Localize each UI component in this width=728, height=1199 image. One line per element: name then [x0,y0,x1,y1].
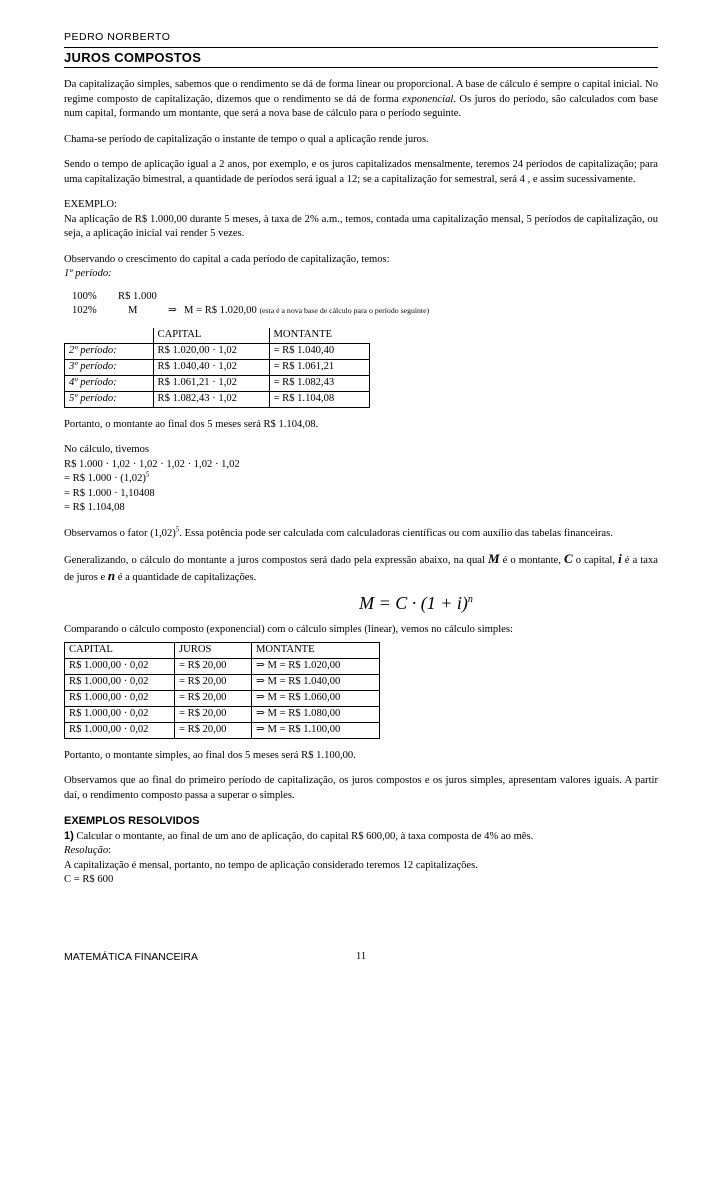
generalization-paragraph [64,552,658,585]
capital-cell: R$ 1.000,00 · 0,02 [65,690,175,706]
example-label: EXEMPLO: [64,199,117,210]
capital-header: CAPITAL [65,642,175,658]
table-row [65,359,370,375]
montante-cell: = R$ 1.082,43 [269,375,370,391]
juros-cell: = R$ 20,00 [175,658,252,674]
author-header: PEDRO NORBERTO [64,31,171,43]
title-rule [64,67,658,68]
capital-cell: R$ 1.000,00 · 0,02 [65,674,175,690]
table-header-row [65,328,370,344]
intro-paragraph [64,78,658,122]
example-text: Na aplicação de R$ 1.000,00 durante 5 meses, à taxa de 2% a.m., temos, contada uma capitalização mensal, 5 períodos de capitalização, ou seja, a aplicação inicial vai render 5 vezes. [64,213,658,239]
table-header-row [65,642,380,658]
period-cell: 4º período: [65,375,154,391]
juros-cell: = R$ 20,00 [175,706,252,722]
formula-main: M = C · (1 + i) [359,593,468,613]
footer-title: MATEMÁTICA FINANCEIRA [64,951,198,963]
juros-cell: = R$ 20,00 [175,722,252,738]
capital-cell: R$ 1.000,00 · 0,02 [65,722,175,738]
calc-line-4: = R$ 1.000 · 1,10408 [64,487,155,499]
montante-cell: ⇒ M = R$ 1.080,00 [252,706,380,722]
examples-title: EXEMPLOS RESOLVIDOS [64,815,200,827]
compare-line: Comparando o cálculo composto (exponencial) com o cálculo simples (linear), vemos no cálculo simples: [64,624,513,635]
intro-text-a: Da capitalização simples, sabemos que o rendimento se dá de forma linear ou proporcional. A base de cálculo é sempre o capital inicial. No regime composto de capitalização, dizemos que o rendimento se dá de forma [64,79,658,105]
var-n: n [107,567,116,583]
period-example-paragraph: Sendo o tempo de aplicação igual a 2 anos, por exemplo, e os juros capitalizados mensalmente, teremos 24 períodos de capitalização; para uma capitalização bimestral, a quantidade de períodos será igual a 12; se a capitalização for semestral, será 4 , e assim sucessivamente. [64,159,658,185]
example-number: 1) [64,829,74,842]
resolution-colon: : [108,845,112,856]
montante-symbol: M [128,304,138,316]
montante-cell: ⇒ M = R$ 1.100,00 [252,722,380,738]
gen-text-b: é o montante, [499,555,564,566]
intro-text-b: . Os juros do período, são calculados com base num capital, formando um montante, que será a nova base de cálculo para o período seguinte. [64,93,658,119]
juros-header: JUROS [175,642,252,658]
compound-interest-formula [174,591,658,615]
final-observation: Observamos que ao final do primeiro período de capitalização, os juros compostos e os juros simples, apresentam valores iguais. A partir daí, o rendimento composto passa a superar o simples. [64,775,658,801]
simple-interest-table [64,642,380,739]
first-period-note: (esta é a nova base de cálculo para o período seguinte) [259,305,430,315]
page-footer [64,951,658,963]
resolution-text: A capitalização é mensal, portanto, no tempo de aplicação considerado teremos 12 capitalizações. [64,859,478,871]
resolution-label: Resolução [64,845,109,856]
example-question: Calcular o montante, ao final de um ano de aplicação, do capital R$ 600,00, à taxa composta de 4% ao mês. [73,830,534,842]
table-row [65,722,380,738]
factor-exponent: 5 [175,524,180,533]
compound-periods-table [64,328,370,408]
montante-header: MONTANTE [269,328,370,344]
montante-cell: ⇒ M = R$ 1.020,00 [252,658,380,674]
gen-text-a: Generalizando, o cálculo do montante a juros compostos será dado pela expressão abaixo, na qual [64,555,488,566]
calc-line-1: No cálculo, tivemos [64,444,150,455]
first-period-label: 1º período: [64,268,112,279]
table-row [65,658,380,674]
period-definition: Chama-se período de capitalização o instante de tempo o qual a aplicação rende juros. [64,133,429,145]
table-row [65,690,380,706]
table-row [65,674,380,690]
period-cell: 3º período: [65,359,154,375]
period-cell: 2º período: [65,343,154,359]
first-period-result: M = R$ 1.020,00 [184,304,257,316]
header-rule [64,47,658,48]
gen-text-d: o capital, [572,555,619,566]
table-row [65,343,370,359]
var-i: i [618,551,622,566]
intro-emphasis: exponencial [402,93,454,105]
example-block [64,198,658,242]
table-row [65,391,370,407]
capital-cell: R$ 1.000,00 · 0,02 [65,658,175,674]
factor-text-b: . Essa potência pode ser calculada com calculadoras científicas ou com auxílio das tabelas financeiras. [179,527,613,539]
factor-text-a: Observamos o fator (1,02) [64,527,176,539]
juros-cell: = R$ 20,00 [175,674,252,690]
factor-observation [64,524,658,542]
var-c: C [563,551,573,566]
capital-1000: R$ 1.000 [118,290,157,302]
juros-cell: = R$ 20,00 [175,690,252,706]
table-row [65,706,380,722]
capital-cell: R$ 1.020,00 · 1,02 [153,343,269,359]
capital-cell: R$ 1.040,40 · 1,02 [153,359,269,375]
page-title: JUROS COMPOSTOS [64,49,202,65]
compound-conclusion: Portanto, o montante ao final dos 5 meses será R$ 1.104,08. [64,418,319,430]
montante-cell: = R$ 1.061,21 [269,359,370,375]
example-1 [64,829,658,888]
page-content [64,30,658,888]
capital-header: CAPITAL [153,328,269,344]
capital-cell: R$ 1.061,21 · 1,02 [153,375,269,391]
simple-conclusion: Portanto, o montante simples, ao final dos 5 meses será R$ 1.100,00. [64,749,356,761]
montante-cell: = R$ 1.104,08 [269,391,370,407]
capital-cell: R$ 1.082,43 · 1,02 [153,391,269,407]
montante-cell: = R$ 1.040,40 [269,343,370,359]
rate-102: 102% [72,304,97,316]
rate-100: 100% [72,290,97,302]
gen-text-f: é a quantidade de capitalizações. [115,571,257,583]
montante-header: MONTANTE [252,642,380,658]
var-m: M [487,551,500,566]
observe-line: Observando o crescimento do capital a cada período de capitalização, temos: [64,253,390,265]
gen-text-e: é a taxa de juros e [64,555,659,583]
calc-line-3: = R$ 1.000 · (1,02) [64,473,146,484]
implies-arrow: ⇒ [168,304,177,316]
montante-cell: ⇒ M = R$ 1.060,00 [252,690,380,706]
calc-line-5: = R$ 1.104,08 [64,502,125,513]
formula-exponent: n [467,594,473,605]
capital-cell: R$ 1.000,00 · 0,02 [65,706,175,722]
first-period-rule-of-three [72,290,658,318]
capital-line: C = R$ 600 [64,874,114,885]
montante-cell: ⇒ M = R$ 1.040,00 [252,674,380,690]
page-number: 11 [356,951,367,962]
period-cell: 5º período: [65,391,154,407]
table-row [65,375,370,391]
calc-exponent: 5 [145,470,150,479]
calculation-block [64,443,658,516]
calc-line-2: R$ 1.000 · 1,02 · 1,02 · 1,02 · 1,02 · 1,02 [64,458,240,470]
